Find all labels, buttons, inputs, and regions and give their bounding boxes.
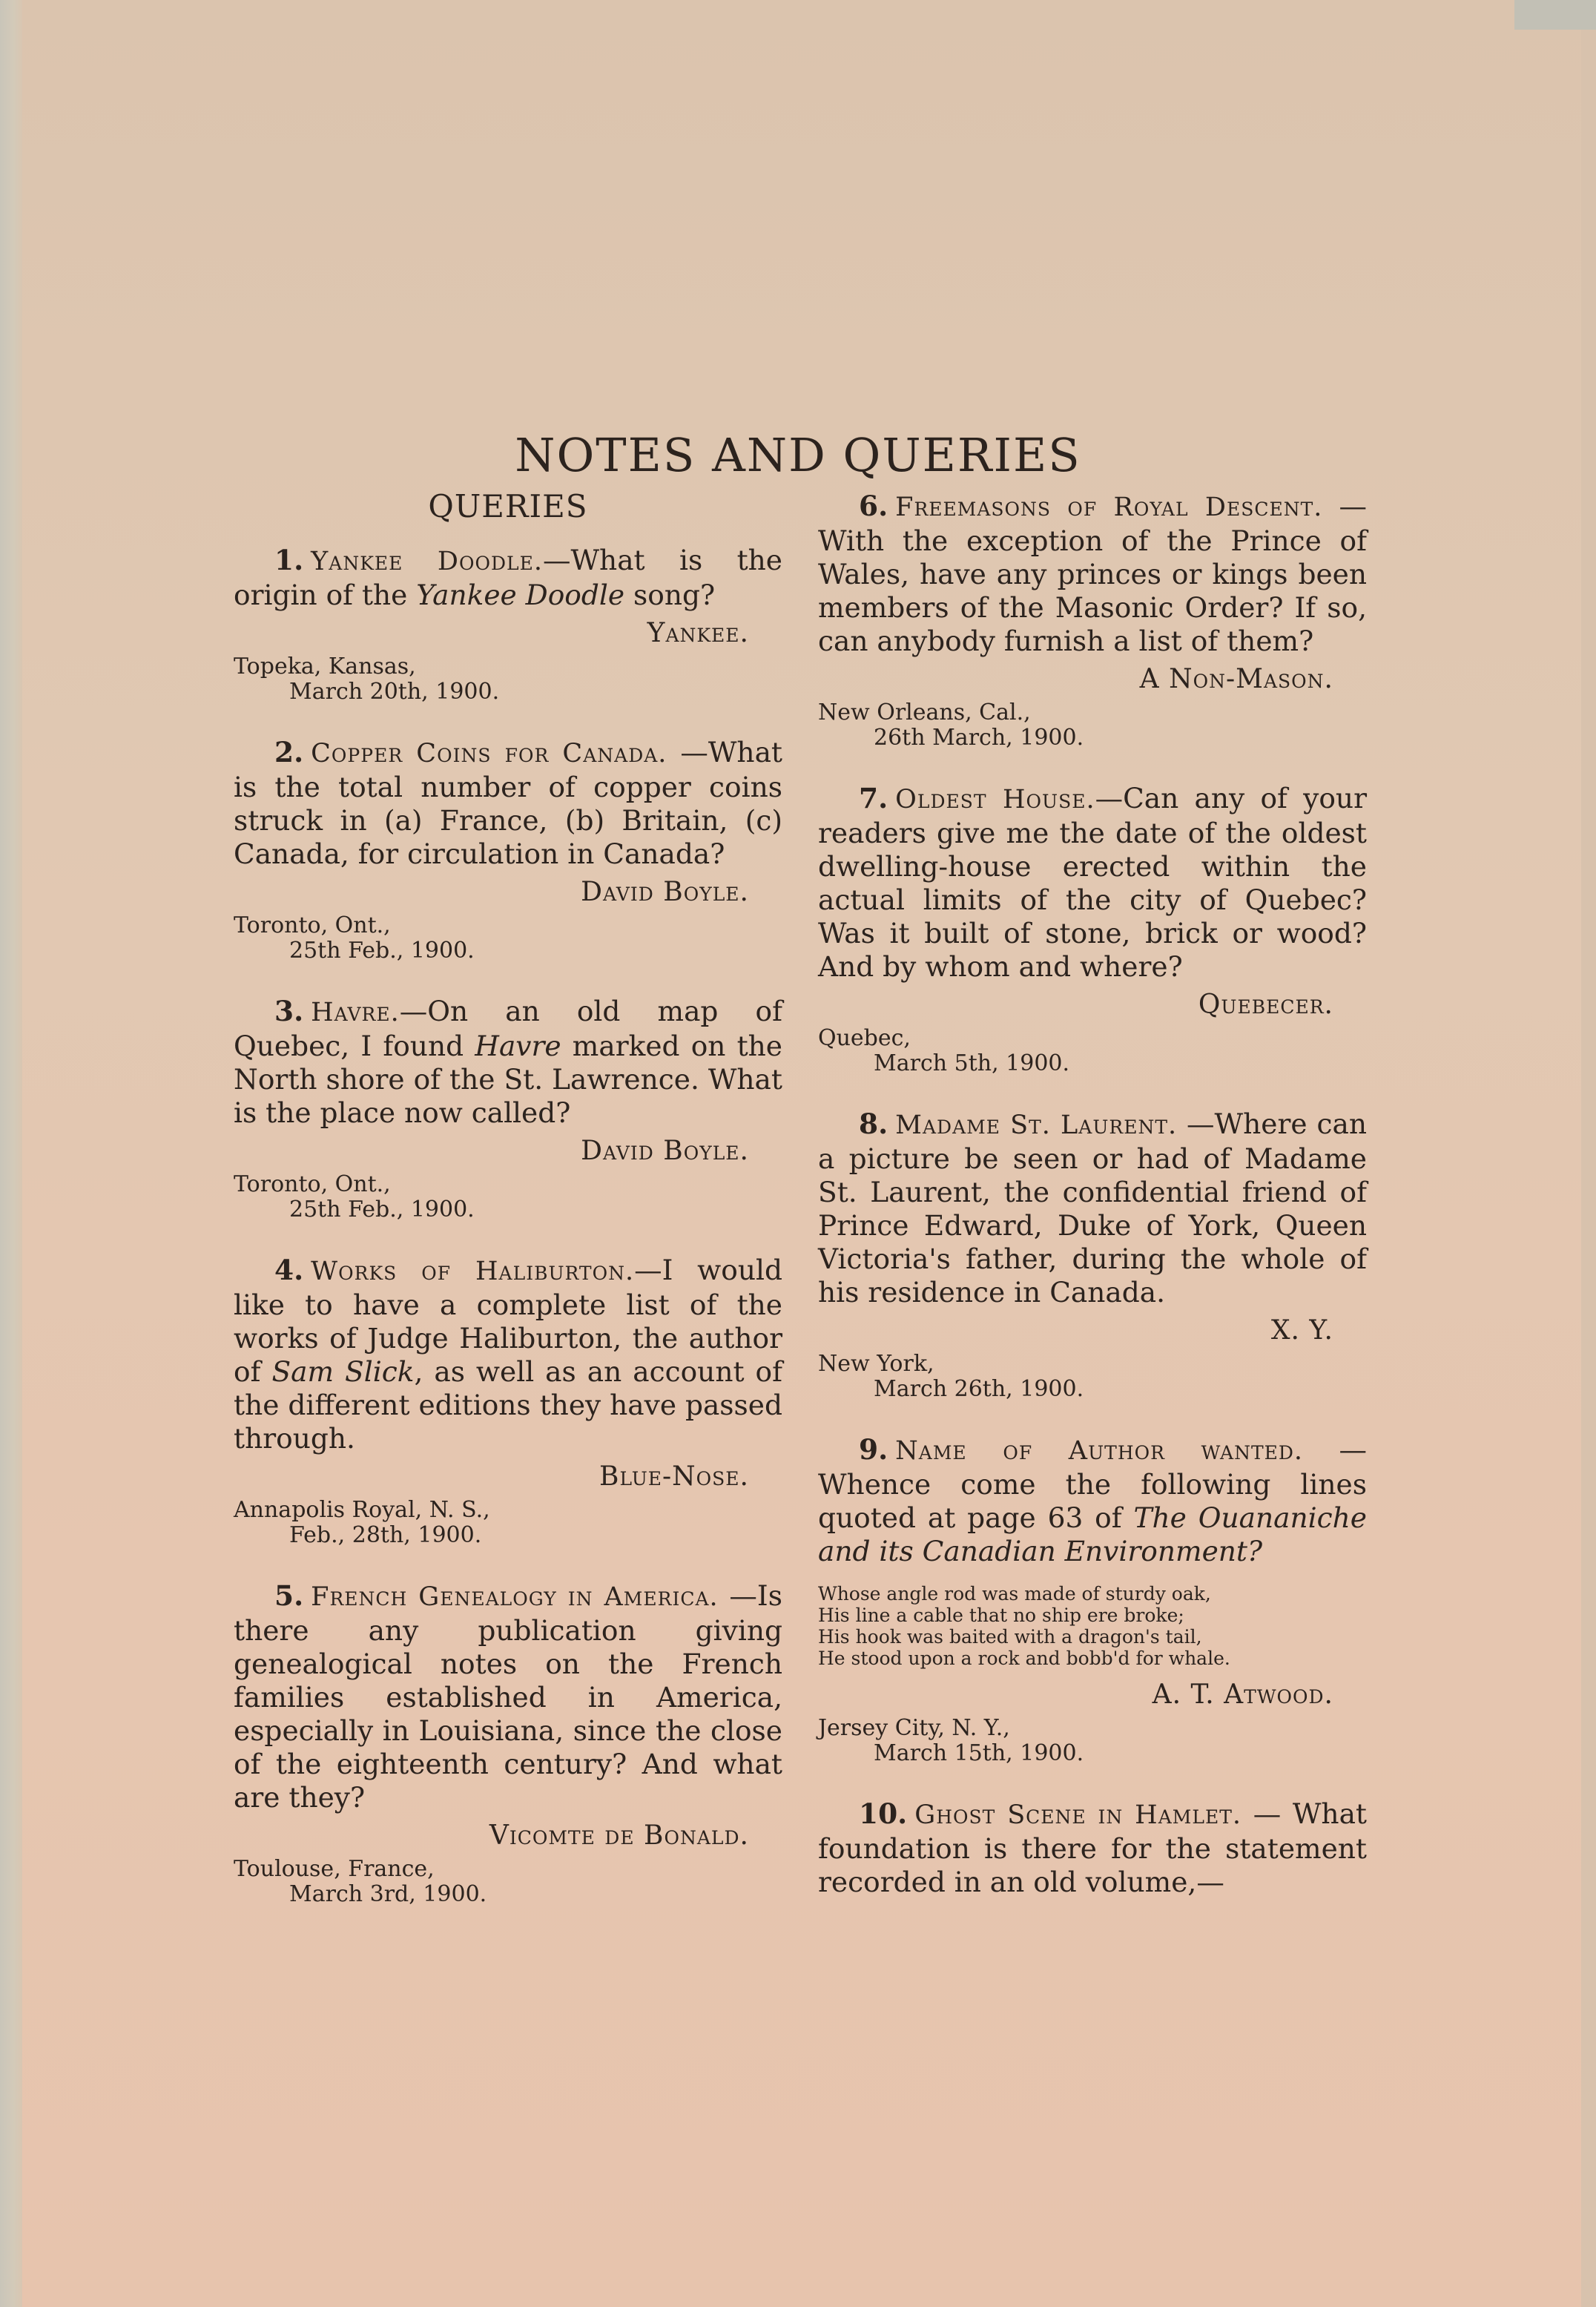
query-number: 4. xyxy=(274,1254,304,1286)
query-text: —With the exception of the Prince of Wales, have any princes or kings been members of the Masonic Order? If so, can anybody furnish a list of them? xyxy=(818,490,1367,657)
query-9 xyxy=(818,1433,1367,1766)
query-place: New York, xyxy=(818,1351,934,1377)
query-body xyxy=(234,1254,782,1455)
query-body xyxy=(234,544,782,612)
query-italic-title: Havre xyxy=(475,1030,561,1062)
query-signature: David Boyle. xyxy=(581,1136,749,1166)
page-top-edge xyxy=(1514,0,1596,30)
query-date: 26th March, 1900. xyxy=(874,725,1084,751)
query-text: —Can any of your readers give me the date of the oldest dwelling-house erected within the actual limits of the city of Quebec? Was it built of stone, brick or wood? And by whom and where? xyxy=(818,782,1368,983)
query-signature: Quebecer. xyxy=(1198,990,1333,1020)
query-number: 8. xyxy=(859,1108,888,1140)
verse-line: His line a cable that no ship ere broke; xyxy=(818,1605,1184,1626)
query-text-end: , as well as an account of the different editions they have passed through. xyxy=(234,1355,782,1455)
query-body xyxy=(818,490,1367,658)
query-text: — What foundation is there for the statement recorded in an old volume,— xyxy=(818,1797,1367,1898)
query-number: 1. xyxy=(274,544,304,576)
query-body xyxy=(234,736,782,871)
query-text: —What is the total number of copper coins struck in (a) France, (b) Britain, (c) Canada, for circulation in Canada? xyxy=(234,736,782,870)
query-date: Feb., 28th, 1900. xyxy=(289,1522,482,1548)
query-title: Name of Author wanted. xyxy=(895,1436,1304,1466)
query-signature: A Non-Mason. xyxy=(1139,664,1333,694)
query-date: 25th Feb., 1900. xyxy=(289,1197,475,1222)
query-italic-title: Sam Slick xyxy=(271,1355,415,1388)
query-body xyxy=(234,1579,782,1814)
query-signature: X. Y. xyxy=(1270,1315,1333,1346)
query-number: 5. xyxy=(274,1579,304,1612)
query-title: Yankee Doodle. xyxy=(311,547,543,576)
query-date: March 20th, 1900. xyxy=(289,679,500,705)
query-text: —Is there any publication giving genealogical notes on the French families established in America, especially in Louisiana, since the close of the eighteenth century? And what are they? xyxy=(234,1579,782,1814)
query-signature: A. T. Atwood. xyxy=(1152,1679,1333,1710)
query-title: Madame St. Laurent. xyxy=(895,1110,1178,1140)
query-place: Toronto, Ont., xyxy=(234,912,391,938)
query-place: Toulouse, France, xyxy=(234,1856,435,1882)
right-column xyxy=(818,490,1367,1930)
query-number: 10. xyxy=(859,1797,908,1830)
query-date: March 15th, 1900. xyxy=(874,1740,1084,1766)
query-5 xyxy=(234,1579,782,1907)
query-number: 9. xyxy=(859,1433,888,1466)
query-2 xyxy=(234,736,782,964)
query-3 xyxy=(234,995,782,1222)
query-7 xyxy=(818,782,1367,1076)
query-place: Annapolis Royal, N. S., xyxy=(234,1497,490,1523)
query-1 xyxy=(234,544,782,705)
query-8 xyxy=(818,1108,1367,1402)
query-place: Quebec, xyxy=(818,1025,911,1051)
query-number: 7. xyxy=(859,782,888,814)
query-body xyxy=(818,782,1367,984)
query-place: Toronto, Ont., xyxy=(234,1171,391,1197)
query-italic-title: The Ouananiche and its Canadian Environment? xyxy=(818,1501,1367,1567)
query-text: —What is the origin of the xyxy=(234,544,782,611)
query-text: —Where can a picture be seen or had of Madame St. Laurent, the confidential friend of Prince Edward, Duke of York, Queen Victoria's father, during the whole of his residence in Canada. xyxy=(818,1108,1367,1309)
query-signature: Blue-Nose. xyxy=(599,1461,749,1492)
query-body xyxy=(234,995,782,1130)
query-italic-title: Yankee Doodle xyxy=(416,579,625,611)
quoted-verse xyxy=(818,1583,1367,1669)
query-place: Topeka, Kansas, xyxy=(234,654,416,679)
query-text: — Whence come the following lines quoted at page 63 of xyxy=(818,1433,1367,1534)
verse-line: He stood upon a rock and bobb'd for whale. xyxy=(818,1648,1230,1669)
query-title: Oldest House. xyxy=(895,785,1095,814)
query-number: 2. xyxy=(274,736,304,769)
query-date: 25th Feb., 1900. xyxy=(289,938,475,964)
query-body xyxy=(818,1433,1367,1568)
query-text: —I would like to have a complete list of the works of Judge Haliburton, the author of xyxy=(234,1254,782,1388)
query-6 xyxy=(818,490,1367,751)
query-signature: Vicomte de Bonald. xyxy=(489,1820,749,1851)
query-title: Works of Haliburton. xyxy=(311,1257,635,1286)
query-title: Freemasons of Royal Descent. xyxy=(895,493,1323,522)
query-place: Jersey City, N. Y., xyxy=(818,1715,1010,1741)
query-place: New Orleans, Cal., xyxy=(818,700,1031,725)
section-heading: QUERIES xyxy=(428,488,588,524)
query-text: —On an old map of Quebec, I found xyxy=(234,995,782,1062)
query-title: Havre. xyxy=(311,998,400,1027)
query-signature: David Boyle. xyxy=(581,877,749,907)
left-column xyxy=(234,490,782,1938)
query-4 xyxy=(234,1254,782,1548)
query-date: March 3rd, 1900. xyxy=(289,1881,487,1907)
page-title: NOTES AND QUERIES xyxy=(515,427,1081,482)
query-date: March 5th, 1900. xyxy=(874,1050,1070,1076)
query-number: 3. xyxy=(274,995,304,1027)
verse-line: Whose angle rod was made of sturdy oak, xyxy=(818,1583,1211,1605)
query-title: Copper Coins for Canada. xyxy=(311,739,667,769)
query-text-end: marked on the North shore of the St. Lawrence. What is the place now called? xyxy=(234,1030,782,1129)
query-date: March 26th, 1900. xyxy=(874,1376,1084,1402)
query-title: French Genealogy in America. xyxy=(311,1582,719,1612)
page-left-edge xyxy=(0,0,22,2307)
query-signature: Yankee. xyxy=(647,618,749,648)
query-body xyxy=(818,1108,1367,1309)
query-body xyxy=(818,1797,1367,1899)
query-title: Ghost Scene in Hamlet. xyxy=(914,1800,1242,1830)
verse-line: His hook was baited with a dragon's tail, xyxy=(818,1626,1202,1648)
query-10 xyxy=(818,1797,1367,1899)
query-text-end: song? xyxy=(624,579,716,611)
query-number: 6. xyxy=(859,490,888,522)
